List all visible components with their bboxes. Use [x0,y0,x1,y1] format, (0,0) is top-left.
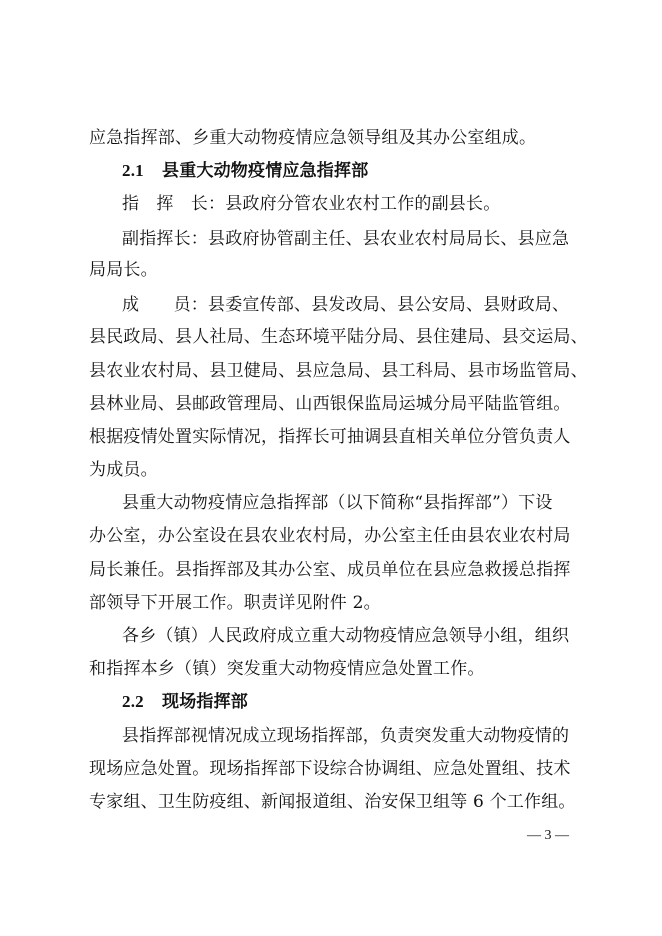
body-line: 根据疫情处置实际情况，指挥长可抽调县直相关单位分管负责人 [89,427,571,447]
body-line: 指 挥 长：县政府分管农业农村工作的副县长。 [122,194,501,214]
body-line: 为成员。 [89,460,158,480]
body-line: 专家组、卫生防疫组、新闻报道组、治安保卫组等 6 个工作组。 [89,792,576,812]
body-line: 各乡（镇）人民政府成立重大动物疫情应急领导小组，组织 [122,626,570,646]
body-line: 县林业局、县邮政管理局、山西银保监局运城分局平陆监管组。 [89,394,571,414]
body-line: 局局长。 [89,260,158,280]
section-title: 县重大动物疫情应急指挥部 [162,161,369,181]
section-number: 2.2 [122,692,144,711]
section-heading-2-2 [122,691,622,713]
body-line: 应急指挥部、乡重大动物疫情应急领导组及其办公室组成。 [89,128,537,148]
body-line: 县农业农村局、县卫健局、县应急局、县工科局、县市场监管局、 [89,361,588,381]
body-line: 和指挥本乡（镇）突发重大动物疫情应急处置工作。 [89,659,485,679]
section-number: 2.1 [122,161,144,180]
body-line: 部领导下开展工作。职责详见附件 2。 [89,593,381,613]
section-title: 现场指挥部 [162,692,248,712]
body-line: 副指挥长：县政府协管副主任、县农业农村局局长、县应急 [122,229,570,249]
body-line: 县指挥部视情况成立现场指挥部，负责突发重大动物疫情的 [122,726,570,746]
section-heading-2-1 [122,160,622,182]
body-line: 办公室，办公室设在县农业农村局，办公室主任由县农业农村局 [89,526,571,546]
body-line: 现场应急处置。现场指挥部下设综合协调组、应急处置组、技术 [89,759,571,779]
body-line: 局长兼任。县指挥部及其办公室、成员单位在县应急救援总指挥 [89,560,571,580]
body-line: 县重大动物疫情应急指挥部（以下简称“县指挥部”）下设 [122,493,553,513]
body-line: 县民政局、县人社局、生态环境平陆分局、县住建局、县交运局、 [89,327,588,347]
body-line: 成 员：县委宣传部、县发改局、县公安局、县财政局、 [122,295,570,315]
page-number: — 3 — [527,828,569,843]
